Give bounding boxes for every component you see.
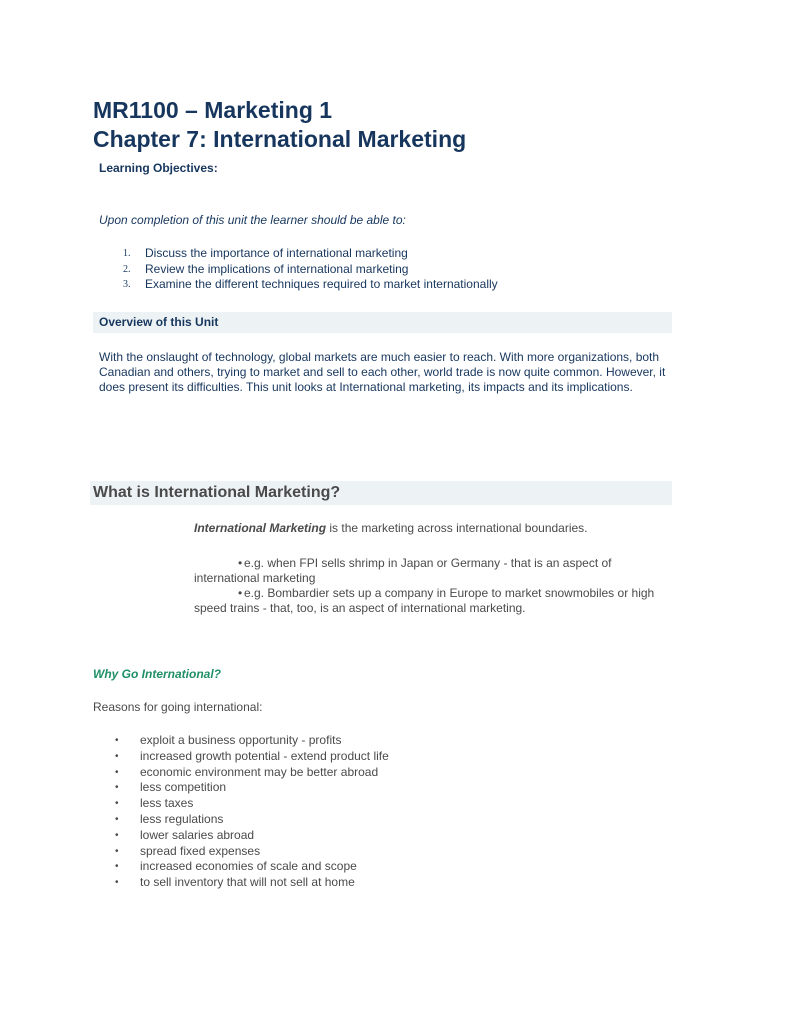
section-heading-bar	[90, 481, 672, 505]
title-course: MR1100 – Marketing 1	[93, 97, 333, 123]
bullet-icon: •	[115, 877, 119, 889]
why-international-heading: Why Go International?	[93, 667, 221, 681]
reason-text: less competition	[140, 780, 227, 795]
definition-paragraph	[194, 521, 588, 535]
bullet-icon: •	[115, 829, 119, 841]
list-item	[93, 796, 389, 812]
reason-text: increased growth potential - extend product life	[140, 748, 389, 763]
bullet-icon: •	[115, 813, 119, 825]
definition-text: is the marketing across international boundaries.	[326, 521, 588, 535]
list-item	[93, 733, 389, 749]
bullet-icon: •	[115, 782, 119, 794]
reason-text: less taxes	[140, 796, 194, 811]
objective-number: 3.	[123, 279, 131, 290]
reason-text: spread fixed expenses	[140, 843, 261, 858]
reason-text: less regulations	[140, 811, 224, 826]
section-heading: What is International Marketing?	[93, 484, 341, 501]
list-item	[93, 812, 389, 828]
objectives-list	[99, 246, 498, 293]
list-item	[93, 828, 389, 844]
reason-text: exploit a business opportunity - profits	[140, 733, 342, 747]
list-item	[93, 765, 389, 781]
objective-item	[99, 246, 498, 262]
objective-number: 2.	[123, 263, 131, 275]
bullet-icon: •	[115, 750, 119, 762]
reasons-intro: Reasons for going international:	[93, 700, 263, 714]
bullet-icon: •	[238, 556, 243, 570]
objective-number: 1.	[123, 248, 131, 259]
example-item	[194, 556, 674, 586]
example-text: e.g. Bombardier sets up a company in Europe to market snowmobiles or high speed trains - that, too, is an aspect of international marketing.	[194, 586, 655, 615]
reasons-list	[93, 733, 389, 891]
objective-text: Discuss the importance of international marketing	[145, 246, 408, 260]
example-text: e.g. when FPI sells shrimp in Japan or Germany - that is an aspect of international marketing	[194, 556, 612, 585]
list-item	[93, 749, 389, 765]
title-chapter: Chapter 7: International Marketing	[93, 126, 467, 152]
bullet-icon: •	[115, 766, 119, 778]
example-item	[194, 586, 674, 616]
objectives-intro: Upon completion of this unit the learner should be able to:	[99, 213, 406, 227]
reason-text: increased economies of scale and scope	[140, 859, 357, 874]
bullet-icon: •	[238, 586, 243, 600]
list-item	[93, 844, 389, 860]
objective-text: Review the implications of international marketing	[145, 261, 409, 276]
definition-term: International Marketing	[194, 521, 327, 535]
reason-text: lower salaries abroad	[140, 827, 255, 842]
overview-header-bar	[93, 312, 672, 333]
overview-label: Overview of this Unit	[99, 315, 219, 329]
learning-objectives-label: Learning Objectives:	[99, 161, 218, 175]
bullet-icon: •	[115, 735, 119, 746]
bullet-icon: •	[115, 845, 119, 857]
page-title	[93, 96, 466, 154]
list-item	[93, 780, 389, 796]
objective-text: Examine the different techniques required to market internationally	[145, 277, 498, 291]
overview-paragraph: With the onslaught of technology, global markets are much easier to reach. With more organizations, both Canadian and others, trying to market and sell to each other, world trade is now quite common. However, it does present its difficulties. This unit looks at International marketing, its impacts and its implications.	[99, 350, 666, 394]
bullet-icon: •	[115, 861, 119, 873]
reason-text: economic environment may be better abroad	[140, 764, 379, 779]
list-item	[93, 859, 389, 875]
list-item	[93, 875, 389, 891]
reason-text: to sell inventory that will not sell at home	[140, 875, 355, 890]
objective-item	[99, 277, 498, 293]
bullet-icon: •	[115, 798, 119, 810]
examples-list	[194, 556, 674, 616]
objective-item	[99, 262, 498, 278]
